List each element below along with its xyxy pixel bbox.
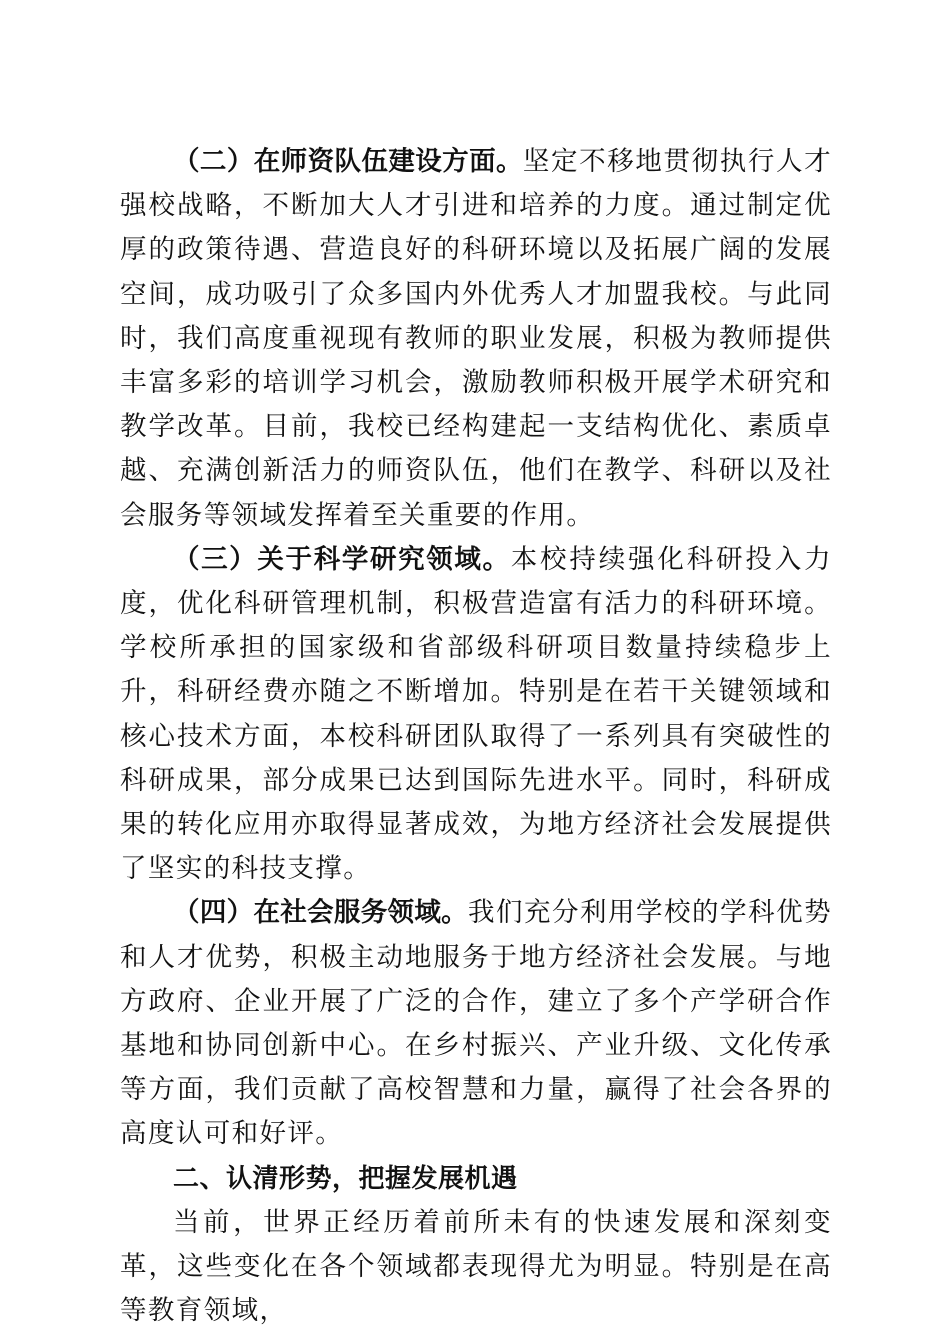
paragraph-lead: （三）关于科学研究领域。 xyxy=(173,543,511,575)
paragraph-text: 坚定不移地贯彻执行人才强校战略，不断加大人才引进和培养的力度。通过制定优厚的政策待遇、营造良好的科研环境以及拓展广阔的发展空间，成功吸引了众多国内外优秀人才加盟我校。与此同时，我们高度重视现有教师的职业发展，积极为教师提供丰富多彩的培训学习机会，激励教师积极开展学术研究和教学改革。目前，我校已经构建起一支结构优化、素质卓越、充满创新活力的师资队伍，他们在教学、科研以及社会服务等领域发挥着至关重要的作用。 xyxy=(120,146,832,531)
paragraph-social-service xyxy=(120,891,832,1156)
paragraph-lead: （四）在社会服务领域。 xyxy=(173,897,468,929)
paragraph-lead: （二）在师资队伍建设方面。 xyxy=(173,146,523,177)
section-heading: 二、认清形势，把握发展机遇 xyxy=(173,1163,518,1194)
paragraph-text: 我们充分利用学校的学科优势和人才优势，积极主动地服务于地方经济社会发展。与地方政府、企业开展了广泛的合作，建立了多个产学研合作基地和协同创新中心。在乡村振兴、产业升级、文化传承等方面，我们贡献了高校智慧和力量，赢得了社会各界的高度认可和好评。 xyxy=(120,897,833,1150)
document-body xyxy=(120,140,832,1333)
paragraph-faculty xyxy=(120,140,832,538)
paragraph-text: 本校持续强化科研投入力度，优化科研管理机制，积极营造富有活力的科研环境。学校所承担的国家级和省部级科研项目数量持续稳步上升，科研经费亦随之不断增加。特别是在若干关键领域和核心技术方面，本校科研团队取得了一系列具有突破性的科研成果，部分成果已达到国际先进水平。同时，科研成果的转化应用亦取得显著成效，为地方经济社会发展提供了坚实的科技支撑。 xyxy=(120,543,832,885)
paragraph-research xyxy=(120,538,832,892)
paragraph-current-situation: 当前，世界正经历着前所未有的快速发展和深刻变革，这些变化在各个领域都表现得尤为明显。特别是在高等教育领域， xyxy=(120,1206,832,1327)
